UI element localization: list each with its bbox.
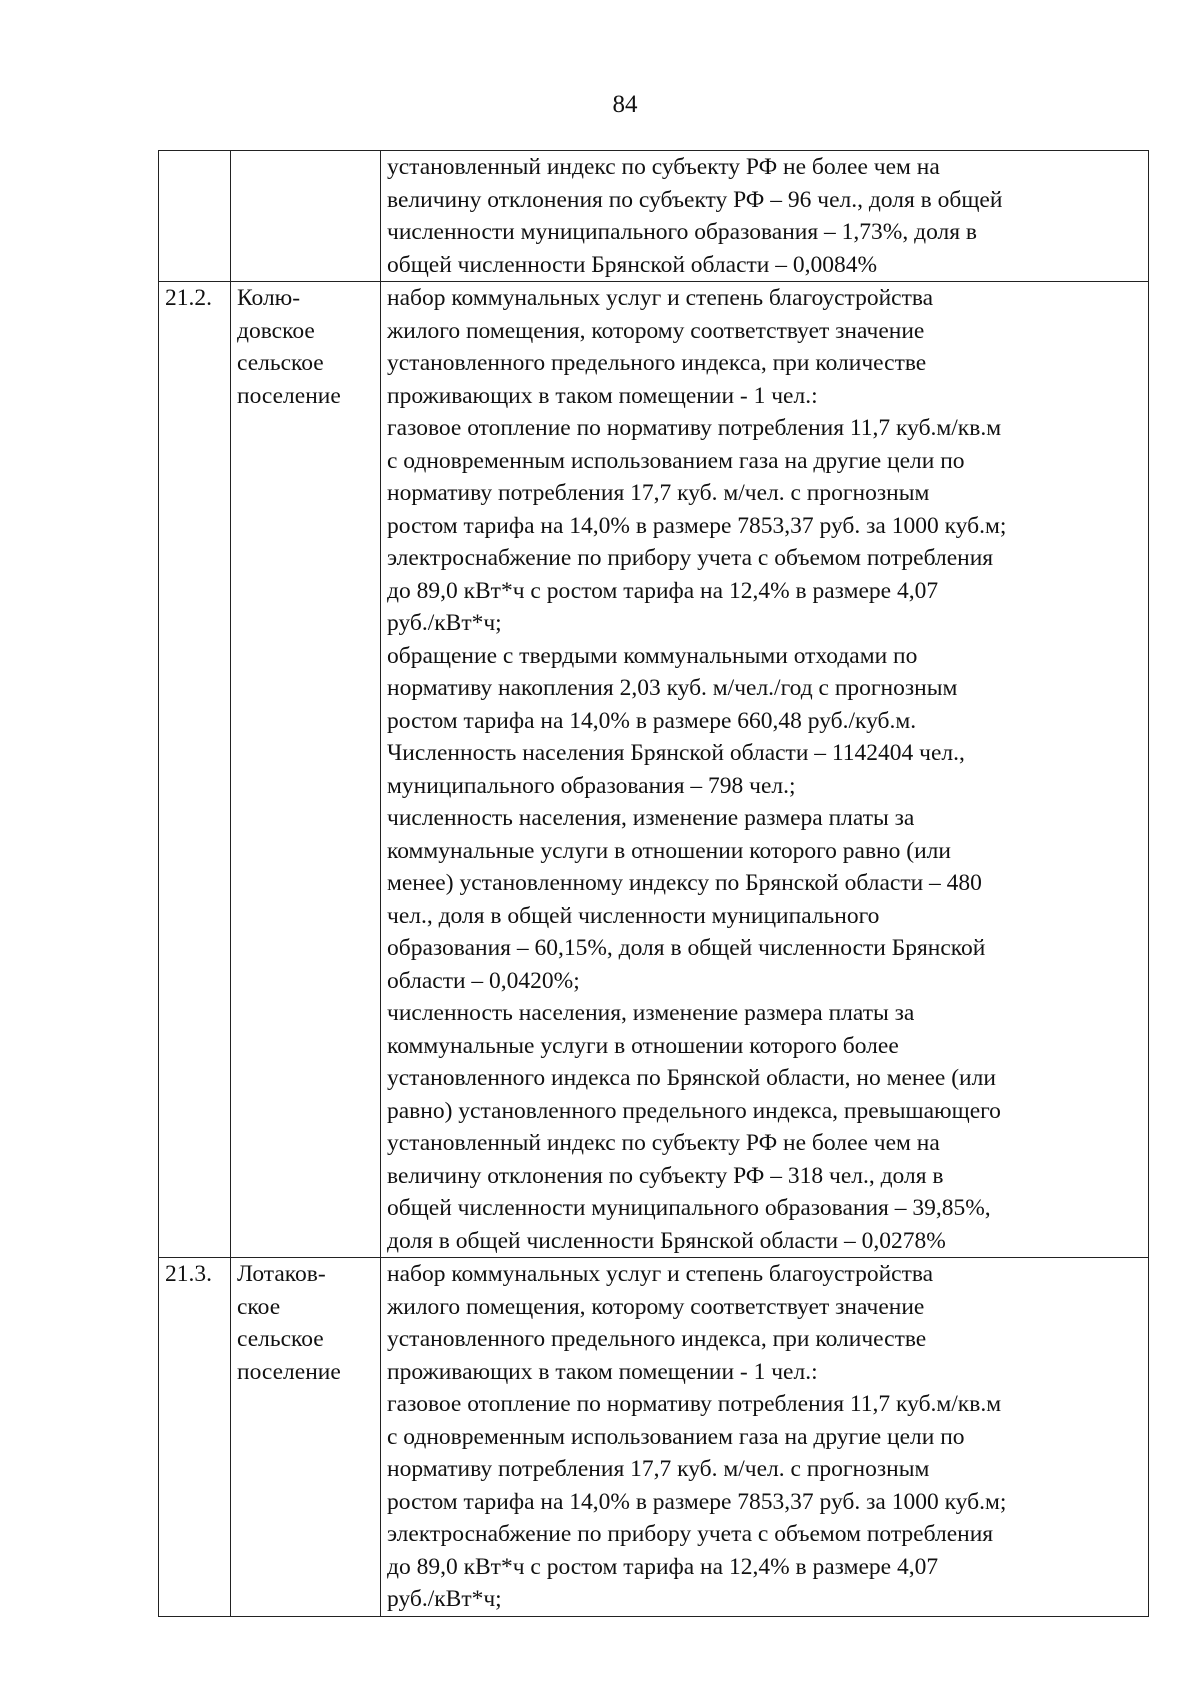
description-line: величину отклонения по субъекту РФ – 96 чел., доля в общей <box>387 186 1003 213</box>
description-line: установленный индекс по субъекту РФ не более чем на <box>387 1130 940 1156</box>
description-line: ростом тарифа на 14,0% в размере 7853,37 руб. за 1000 куб.м; <box>387 512 1007 539</box>
name-line: поселение <box>237 1358 341 1385</box>
description-line: величину отклонения по субъекту РФ – 318 чел., доля в <box>387 1162 944 1189</box>
description-line: ростом тарифа на 14,0% в размере 7853,37 руб. за 1000 куб.м; <box>387 1488 1007 1515</box>
description-line: области – 0,0420%; <box>387 967 580 994</box>
description-line: проживающих в таком помещении - 1 чел.: <box>387 382 818 409</box>
description-line: чел., доля в общей численности муниципального <box>387 902 880 929</box>
municipality-name <box>231 1258 381 1617</box>
description-line: проживающих в таком помещении - 1 чел.: <box>387 1358 818 1385</box>
description-line: электроснабжение по прибору учета с объемом потребления <box>387 1521 994 1547</box>
name-line: Лотаков- <box>237 1261 326 1287</box>
table-row <box>159 282 1149 1258</box>
row-description <box>381 151 1149 282</box>
description-line: ростом тарифа на 14,0% в размере 660,48 руб./куб.м. <box>387 707 917 734</box>
description-line: с одновременным использованием газа на другие цели по <box>387 1423 965 1450</box>
description-line: руб./кВт*ч; <box>387 610 502 636</box>
description-line: с одновременным использованием газа на другие цели по <box>387 447 965 474</box>
description-line: газовое отопление по нормативу потребления 11,7 куб.м/кв.м <box>387 1391 1002 1417</box>
description-line: коммунальные услуги в отношении которого равно (или <box>387 837 951 864</box>
description-line: муниципального образования – 798 чел.; <box>387 772 796 799</box>
description-line: установленного предельного индекса, при количестве <box>387 350 927 376</box>
description-line: общей численности Брянской области – 0,0084% <box>387 251 878 278</box>
table-row <box>159 151 1149 282</box>
row-number: 21.3. <box>159 1258 231 1617</box>
name-line: поселение <box>237 382 341 409</box>
description-line: жилого помещения, которому соответствует значение <box>387 1293 925 1320</box>
table-body <box>159 151 1149 1617</box>
description-line: установленный индекс по субъекту РФ не более чем на <box>387 154 940 180</box>
municipality-name <box>231 282 381 1258</box>
description-line: равно) установленного предельного индекса, превышающего <box>387 1097 1001 1124</box>
row-description <box>381 1258 1149 1617</box>
row-description <box>381 282 1149 1258</box>
municipality-name <box>231 151 381 282</box>
description-line: нормативу накопления 2,03 куб. м/чел./год с прогнозным <box>387 675 958 701</box>
description-line: газовое отопление по нормативу потребления 11,7 куб.м/кв.м <box>387 415 1002 441</box>
description-line: установленного предельного индекса, при количестве <box>387 1326 927 1352</box>
description-line: жилого помещения, которому соответствует значение <box>387 317 925 344</box>
description-line: коммунальные услуги в отношении которого более <box>387 1032 899 1059</box>
table-row <box>159 1258 1149 1617</box>
description-line: установленного индекса по Брянской области, но менее (или <box>387 1065 996 1091</box>
page-number: 84 <box>612 91 638 118</box>
name-line: Колю- <box>237 285 301 311</box>
row-number <box>159 151 231 282</box>
description-line: набор коммунальных услуг и степень благоустройства <box>387 285 934 311</box>
description-line: обращение с твердыми коммунальными отходами по <box>387 642 918 669</box>
description-line: до 89,0 кВт*ч с ростом тарифа на 12,4% в размере 4,07 <box>387 577 939 604</box>
description-line: доля в общей численности Брянской области – 0,0278% <box>387 1227 946 1254</box>
description-line: общей численности муниципального образования – 39,85%, <box>387 1195 991 1221</box>
description-line: нормативу потребления 17,7 куб. м/чел. с прогнозным <box>387 1456 930 1482</box>
description-line: электроснабжение по прибору учета с объемом потребления <box>387 545 994 571</box>
description-line: набор коммунальных услуг и степень благоустройства <box>387 1261 934 1287</box>
name-line: ское <box>237 1293 281 1320</box>
document-table <box>158 150 1149 1617</box>
name-line: сельское <box>237 350 324 376</box>
description-line: численность населения, изменение размера платы за <box>387 1000 915 1026</box>
description-line: численности муниципального образования – 1,73%, доля в <box>387 219 978 245</box>
description-line: руб./кВт*ч; <box>387 1586 502 1612</box>
description-line: численность населения, изменение размера платы за <box>387 805 915 831</box>
row-number: 21.2. <box>159 282 231 1258</box>
name-line: довское <box>237 317 315 344</box>
name-line: сельское <box>237 1326 324 1352</box>
description-line: до 89,0 кВт*ч с ростом тарифа на 12,4% в размере 4,07 <box>387 1553 939 1580</box>
description-line: менее) установленному индексу по Брянской области – 480 <box>387 870 982 896</box>
description-line: нормативу потребления 17,7 куб. м/чел. с прогнозным <box>387 480 930 506</box>
description-line: Численность населения Брянской области – 1142404 чел., <box>387 740 965 766</box>
description-line: образования – 60,15%, доля в общей численности Брянской <box>387 935 986 961</box>
